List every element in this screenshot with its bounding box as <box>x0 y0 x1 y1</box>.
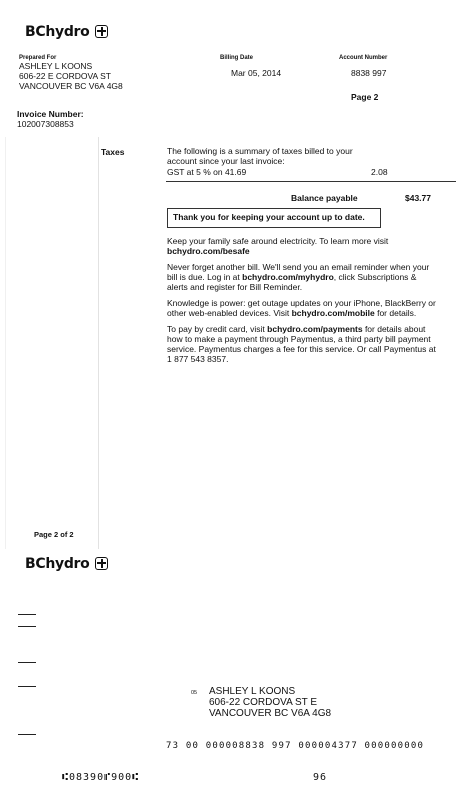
micr-line-right: 96 <box>313 772 328 783</box>
mailing-name: ASHLEY L KOONS <box>209 686 296 697</box>
page-indicator: Page 2 <box>351 92 379 102</box>
balance-amount: $43.77 <box>405 193 431 203</box>
thanks-message: Thank you for keeping your account up to date. <box>173 212 365 222</box>
fold-mark-4 <box>18 686 36 687</box>
message-reminder-2a: bill is due. Log in at <box>167 272 243 282</box>
gst-label: GST at 5 % on 41.69 <box>167 167 247 177</box>
message-outage-2a: other web-enabled devices. Visit <box>167 308 292 318</box>
message-payment-1a: To pay by credit card, visit <box>167 324 268 334</box>
message-payment-4: 1 877 543 8357. <box>167 354 229 364</box>
bchydro-logo-lower <box>25 556 108 572</box>
message-payment-1c: for details about <box>362 324 426 334</box>
message-safety-1: Keep your family safe around electricity. To learn more visit <box>167 236 389 246</box>
page-of-pages: Page 2 of 2 <box>34 530 74 539</box>
payment-scanline: 73 00 000008838 997 000004377 000000000 <box>166 741 425 751</box>
billing-date: Mar 05, 2014 <box>231 68 282 78</box>
balance-label: Balance payable <box>291 193 358 203</box>
message-safety-link[interactable]: bchydro.com/besafe <box>167 246 250 256</box>
message-payment-2: how to make a payment through Paymentus, a third party bill payment <box>167 334 431 344</box>
bchydro-cross-icon-lower <box>95 557 108 570</box>
taxes-text-1: The following is a summary of taxes billed to your <box>167 146 353 156</box>
micr-line-left: ⑆08390⑈900⑆ <box>62 772 140 783</box>
account-number: 8838 997 <box>351 68 387 78</box>
invoice-number: 102007308853 <box>17 119 74 129</box>
fold-mark-2 <box>18 626 36 627</box>
prepared-for-label: Prepared For <box>19 55 57 61</box>
customer-name: ASHLEY L KOONS <box>19 61 93 71</box>
message-outage-2 <box>167 308 416 318</box>
payments-link[interactable]: bchydro.com/payments <box>267 324 363 334</box>
mailing-address-2: VANCOUVER BC V6A 4G8 <box>209 708 332 719</box>
fold-mark-5 <box>18 734 36 735</box>
message-reminder-1: Never forget another bill. We'll send you an email reminder when your <box>167 262 430 272</box>
logo-text: BChydro <box>25 24 90 40</box>
mailing-address-1: 606-22 CORDOVA ST E <box>209 697 318 708</box>
message-reminder-2c: , click Subscriptions & <box>333 272 417 282</box>
mailing-code: 05 <box>191 690 198 696</box>
logo-text-lower: BChydro <box>25 556 90 572</box>
bchydro-cross-icon <box>95 25 108 38</box>
side-panel <box>5 137 99 549</box>
customer-address-1: 606-22 E CORDOVA ST <box>19 71 111 81</box>
message-payment-1 <box>167 324 425 334</box>
message-outage-2c: for details. <box>374 308 417 318</box>
fold-mark-3 <box>18 662 36 663</box>
taxes-heading: Taxes <box>101 147 125 157</box>
invoice-label: Invoice Number: <box>17 109 84 119</box>
account-number-label: Account Number <box>339 55 388 61</box>
billing-date-label: Billing Date <box>220 55 254 61</box>
customer-address-2: VANCOUVER BC V6A 4G8 <box>19 81 123 91</box>
message-reminder-3: alerts and register for Bill Reminder. <box>167 282 303 292</box>
taxes-text-2: account since your last invoice: <box>167 156 285 166</box>
fold-mark-1 <box>18 614 36 615</box>
message-reminder-2 <box>167 272 416 282</box>
myhydro-link[interactable]: bchydro.com/myhydro <box>242 272 334 282</box>
taxes-divider <box>166 181 456 182</box>
message-outage-1: Knowledge is power: get outage updates on your iPhone, BlackBerry or <box>167 298 436 308</box>
mobile-link[interactable]: bchydro.com/mobile <box>291 308 375 318</box>
gst-amount: 2.08 <box>371 167 388 177</box>
bchydro-logo <box>25 24 108 40</box>
message-payment-3: service. Paymentus charges a fee for this service. Or call Paymentus at <box>167 344 436 354</box>
